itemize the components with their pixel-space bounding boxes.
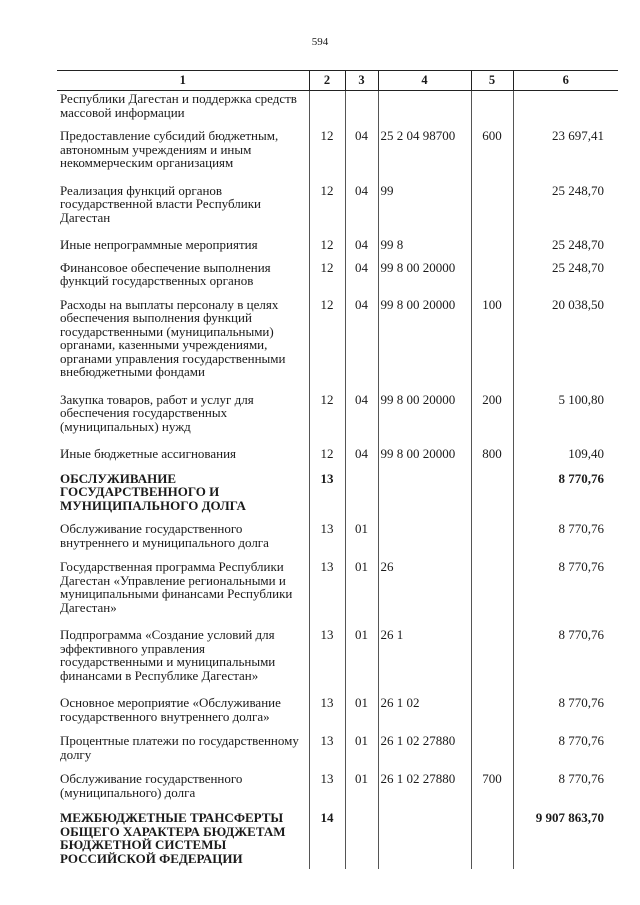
budget-table <box>57 70 618 869</box>
row-expense-type <box>471 696 513 734</box>
table-row <box>57 129 618 184</box>
row-section: 12 <box>309 298 345 393</box>
row-section: 12 <box>309 447 345 472</box>
row-subsection: 04 <box>345 261 378 298</box>
row-target-article: 26 1 <box>378 628 471 696</box>
row-amount: 9 907 863,70 <box>513 811 618 869</box>
table-row <box>57 184 618 239</box>
row-amount: 8 770,76 <box>513 472 618 523</box>
row-section: 13 <box>309 472 345 523</box>
row-expense-type: 600 <box>471 129 513 184</box>
row-amount: 109,40 <box>513 447 618 472</box>
row-subsection: 01 <box>345 560 378 628</box>
row-name: Основное мероприятие «Обслуживание государственного внутреннего долга» <box>60 695 281 724</box>
row-section: 12 <box>309 261 345 298</box>
row-target-article: 26 1 02 27880 <box>378 734 471 772</box>
row-target-article <box>378 522 471 560</box>
row-section: 12 <box>309 129 345 184</box>
row-subsection: 01 <box>345 628 378 696</box>
row-section: 13 <box>309 696 345 734</box>
row-subsection: 01 <box>345 696 378 734</box>
page-number: 594 <box>311 36 329 48</box>
row-target-article: 25 2 04 98700 <box>378 129 471 184</box>
row-target-article <box>378 472 471 523</box>
row-expense-type <box>471 811 513 869</box>
row-amount <box>513 91 618 130</box>
row-subsection: 01 <box>345 772 378 811</box>
row-name: Процентные платежи по государственному долгу <box>60 733 299 762</box>
row-target-article <box>378 91 471 130</box>
header-col-5: 5 <box>471 71 513 91</box>
row-target-article: 26 1 02 <box>378 696 471 734</box>
row-target-article: 99 8 00 20000 <box>378 261 471 298</box>
row-expense-type <box>471 238 513 261</box>
row-name: Расходы на выплаты персоналу в целях обеспечения выполнения функций государственными (муниципальными) органами, казенными учреждениями, органами управления государственными внебюджетными фондами <box>60 296 286 379</box>
row-subsection: 04 <box>345 129 378 184</box>
row-section: 12 <box>309 184 345 239</box>
row-amount: 8 770,76 <box>513 522 618 560</box>
table-row <box>57 811 618 869</box>
table-row <box>57 696 618 734</box>
row-amount: 23 697,41 <box>513 129 618 184</box>
row-target-article: 26 <box>378 560 471 628</box>
row-expense-type <box>471 91 513 130</box>
header-col-4: 4 <box>378 71 471 91</box>
table-row <box>57 522 618 560</box>
row-subsection: 01 <box>345 522 378 560</box>
row-amount: 8 770,76 <box>513 628 618 696</box>
row-target-article: 99 8 00 20000 <box>378 447 471 472</box>
row-amount: 25 248,70 <box>513 261 618 298</box>
table-row <box>57 261 618 298</box>
table-row <box>57 772 618 811</box>
row-name: Предоставление субсидий бюджетным, автономным учреждениям и иным некоммерческим организациям <box>60 128 279 170</box>
row-amount: 8 770,76 <box>513 734 618 772</box>
row-amount: 25 248,70 <box>513 184 618 239</box>
row-target-article: 99 8 <box>378 238 471 261</box>
table-row <box>57 472 618 523</box>
row-expense-type: 800 <box>471 447 513 472</box>
table-row <box>57 734 618 772</box>
row-name: Государственная программа Республики Дагестан «Управление региональными и муниципальными финансами Республики Дагестан» <box>60 559 293 615</box>
row-subsection <box>345 472 378 523</box>
header-row <box>57 71 618 91</box>
row-section: 12 <box>309 393 345 448</box>
row-amount: 8 770,76 <box>513 772 618 811</box>
row-name: Обслуживание государственного внутреннего и муниципального долга <box>60 521 269 550</box>
row-target-article: 99 8 00 20000 <box>378 393 471 448</box>
header-col-1: 1 <box>57 71 309 91</box>
table-row <box>57 628 618 696</box>
row-expense-type <box>471 522 513 560</box>
table-row <box>57 393 618 448</box>
table-row <box>57 238 618 261</box>
row-amount: 8 770,76 <box>513 560 618 628</box>
row-name: ОБСЛУЖИВАНИЕ ГОСУДАРСТВЕННОГО И МУНИЦИПАЛЬНОГО ДОЛГА <box>60 470 246 513</box>
row-expense-type <box>471 184 513 239</box>
row-subsection: 01 <box>345 734 378 772</box>
row-section: 14 <box>309 811 345 869</box>
row-subsection: 04 <box>345 298 378 393</box>
table-row <box>57 560 618 628</box>
row-subsection: 04 <box>345 238 378 261</box>
row-name: Закупка товаров, работ и услуг для обеспечения государственных (муниципальных) нужд <box>60 391 254 434</box>
row-expense-type <box>471 560 513 628</box>
row-target-article: 26 1 02 27880 <box>378 772 471 811</box>
row-amount: 25 248,70 <box>513 238 618 261</box>
row-subsection: 04 <box>345 447 378 472</box>
row-section: 13 <box>309 522 345 560</box>
row-name: Иные непрограммные мероприятия <box>60 237 258 252</box>
row-target-article <box>378 811 471 869</box>
row-expense-type <box>471 472 513 523</box>
row-name: Республики Дагестан и поддержка средств массовой информации <box>60 91 297 120</box>
row-expense-type <box>471 628 513 696</box>
row-target-article: 99 8 00 20000 <box>378 298 471 393</box>
row-name: МЕЖБЮДЖЕТНЫЕ ТРАНСФЕРТЫ ОБЩЕГО ХАРАКТЕРА БЮДЖЕТАМ БЮДЖЕТНОЙ СИСТЕМЫ РОССИЙСКОЙ ФЕДЕРАЦИИ <box>60 810 286 866</box>
table-row <box>57 447 618 472</box>
row-name: Иные бюджетные ассигнования <box>60 446 237 461</box>
table-row <box>57 91 618 130</box>
row-section: 13 <box>309 628 345 696</box>
row-name: Подпрограмма «Создание условий для эффективного управления государственными и муниципальными финансами в Республике Дагестан» <box>60 627 276 683</box>
row-target-article: 99 <box>378 184 471 239</box>
row-expense-type <box>471 261 513 298</box>
row-section: 13 <box>309 734 345 772</box>
row-expense-type: 100 <box>471 298 513 393</box>
row-subsection: 04 <box>345 393 378 448</box>
row-section: 13 <box>309 772 345 811</box>
row-amount: 5 100,80 <box>513 393 618 448</box>
row-section: 12 <box>309 238 345 261</box>
table-row <box>57 298 618 393</box>
row-subsection <box>345 811 378 869</box>
row-expense-type <box>471 734 513 772</box>
row-amount: 20 038,50 <box>513 298 618 393</box>
row-expense-type: 200 <box>471 393 513 448</box>
row-amount: 8 770,76 <box>513 696 618 734</box>
row-section: 13 <box>309 560 345 628</box>
row-name: Обслуживание государственного (муниципального) долга <box>60 771 243 800</box>
row-expense-type: 700 <box>471 772 513 811</box>
row-name: Финансовое обеспечение выполнения функций государственных органов <box>60 259 271 288</box>
row-subsection <box>345 91 378 130</box>
header-col-2: 2 <box>309 71 345 91</box>
row-section <box>309 91 345 130</box>
row-name: Реализация функций органов государственной власти Республики Дагестан <box>60 182 261 225</box>
row-subsection: 04 <box>345 184 378 239</box>
header-col-6: 6 <box>513 71 618 91</box>
header-col-3: 3 <box>345 71 378 91</box>
